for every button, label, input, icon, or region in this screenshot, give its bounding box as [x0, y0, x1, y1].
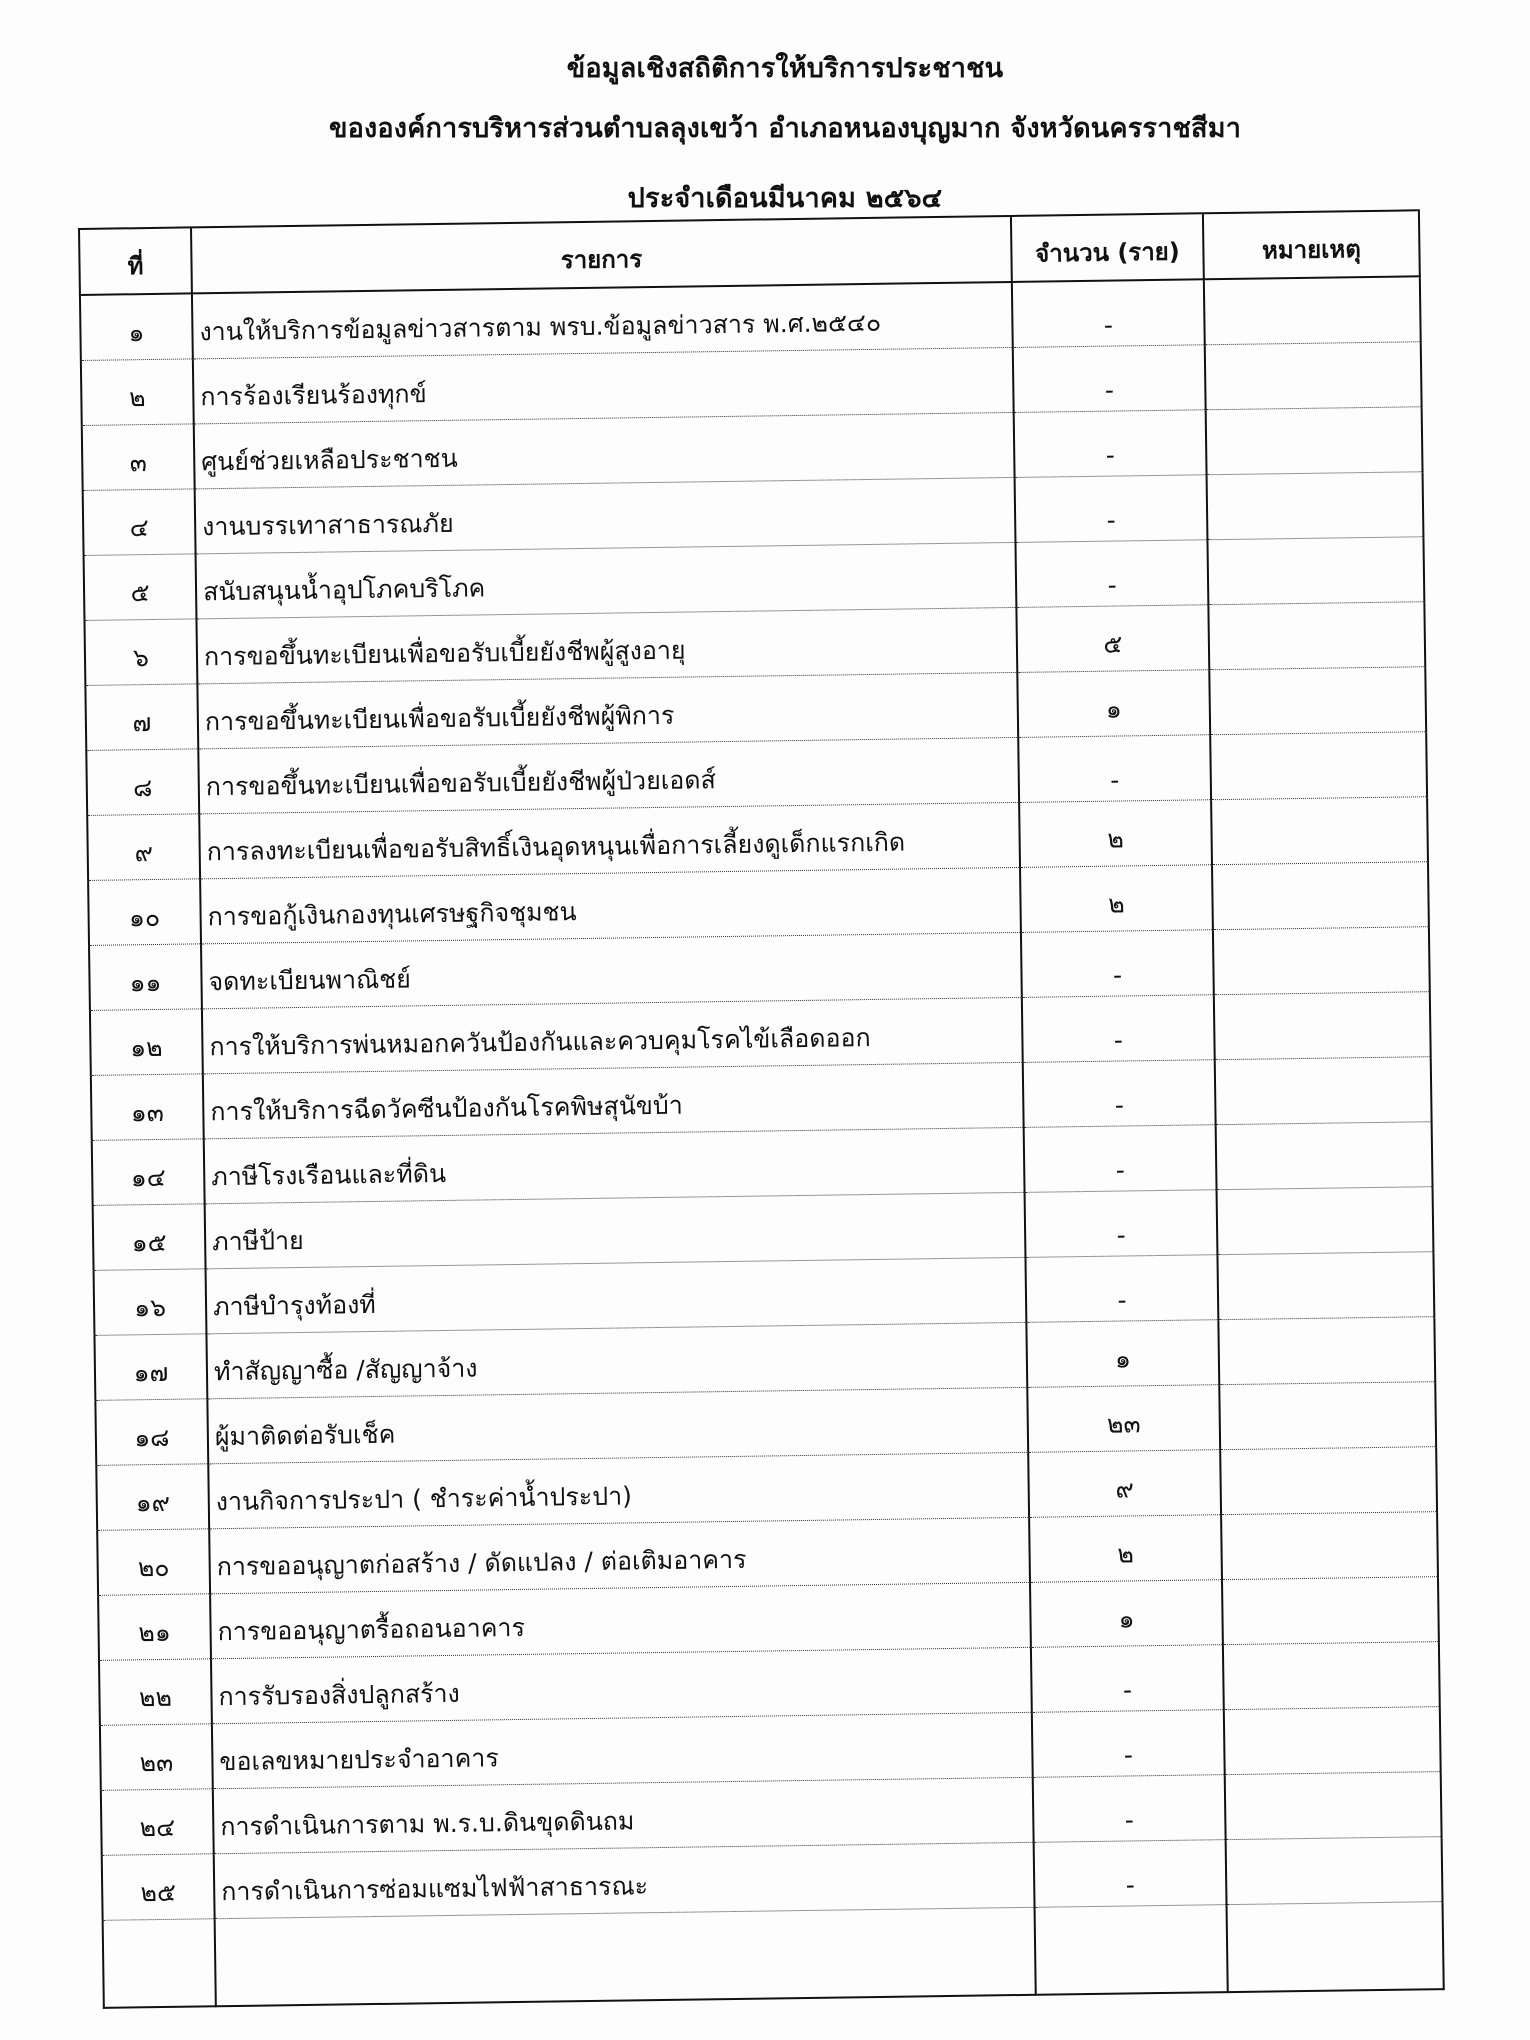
row-note: [1223, 1642, 1440, 1710]
row-item: ภาษีบำรุงท้องที่: [206, 1257, 1027, 1333]
row-item: สนับสนุนน้ำอุปโภคบริโภค: [196, 542, 1017, 618]
organization-line: ขององค์การบริหารส่วนตำบลลุงเขว้า อำเภอหนองบุญมาก จังหวัดนครราชสีมา: [328, 113, 1242, 144]
empty-cell: [1227, 1902, 1444, 1993]
row-item: ศูนย์ช่วยเหลือประชาชน: [194, 412, 1015, 488]
row-number: ๑๙: [96, 1464, 209, 1531]
row-number: ๑๘: [95, 1399, 208, 1466]
row-count: -: [1018, 735, 1211, 803]
row-item: การขออนุญาตรื้อถอนอาคาร: [210, 1582, 1031, 1658]
row-note: [1208, 602, 1425, 670]
row-item: งานบรรเทาสาธารณภัย: [195, 477, 1016, 553]
row-number: ๗: [85, 684, 198, 751]
row-number: ๕: [84, 554, 197, 621]
row-count: ๑: [1017, 670, 1210, 738]
row-note: [1206, 407, 1423, 475]
row-count: -: [1033, 1775, 1226, 1843]
row-count: -: [1032, 1710, 1225, 1778]
row-count: ๕: [1016, 605, 1209, 673]
row-number: ๑๐: [88, 879, 201, 946]
row-note: [1214, 992, 1431, 1060]
row-number: ๑๔: [92, 1139, 205, 1206]
row-item: จดทะเบียนพาณิชย์: [201, 932, 1022, 1008]
row-item: การให้บริการฉีดวัคซีนป้องกันโรคพิษสุนัขบ้า: [203, 1062, 1024, 1138]
row-note: [1226, 1837, 1443, 1905]
row-count: -: [1015, 540, 1208, 608]
row-item: การขอขึ้นทะเบียนเพื่อขอรับเบี้ยยังชีพผู้พิการ: [197, 672, 1018, 748]
row-count: -: [1013, 345, 1206, 413]
row-note: [1219, 1382, 1436, 1450]
row-count: -: [1012, 279, 1205, 347]
row-note: [1221, 1512, 1438, 1580]
row-number: ๑: [80, 293, 193, 360]
row-count: -: [1022, 995, 1215, 1063]
row-number: ๑๖: [94, 1269, 207, 1336]
column-header-item: รายการ: [191, 216, 1012, 293]
row-number: ๒๒: [99, 1659, 212, 1726]
row-count: -: [1023, 1060, 1216, 1128]
row-note: [1220, 1447, 1437, 1515]
row-number: ๒: [81, 359, 194, 426]
row-number: ๒๕: [102, 1854, 215, 1921]
row-note: [1204, 276, 1421, 345]
column-header-number: ที่: [79, 227, 192, 295]
row-item: การขออนุญาตก่อสร้าง / ดัดแปลง / ต่อเติมอาคาร: [209, 1517, 1030, 1593]
row-note: [1218, 1317, 1435, 1385]
row-number: ๓: [82, 424, 195, 491]
row-item: การขอขึ้นทะเบียนเพื่อขอรับเบี้ยยังชีพผู้ป่วยเอดส์: [198, 737, 1019, 813]
row-count: ๒: [1019, 800, 1212, 868]
empty-table-row: [103, 1902, 1444, 2008]
empty-cell: [103, 1919, 216, 2008]
row-note: [1225, 1772, 1442, 1840]
statistics-table: [78, 209, 1445, 2009]
row-number: ๖: [84, 619, 197, 686]
empty-cell: [215, 1907, 1036, 2006]
row-item: ขอเลขหมายประจำอาคาร: [212, 1712, 1033, 1788]
row-item: ภาษีโรงเรือนและที่ดิน: [204, 1127, 1025, 1203]
row-item: การให้บริการพ่นหมอกควันป้องกันและควบคุมโรคไข้เลือดออก: [202, 997, 1023, 1073]
row-number: ๔: [83, 489, 196, 556]
row-note: [1215, 1057, 1432, 1125]
row-count: -: [1034, 1840, 1227, 1908]
row-count: ๒: [1020, 865, 1213, 933]
row-number: ๑๑: [89, 944, 202, 1011]
row-item: การขอกู้เงินกองทุนเศรษฐกิจชุมชน: [200, 867, 1021, 943]
row-item: การรับรองสิ่งปลูกสร้าง: [211, 1647, 1032, 1723]
row-count: -: [1025, 1190, 1218, 1258]
row-note: [1216, 1122, 1433, 1190]
row-number: ๑๗: [94, 1334, 207, 1401]
row-note: [1209, 667, 1426, 735]
row-number: ๑๒: [90, 1009, 203, 1076]
row-count: -: [1024, 1125, 1217, 1193]
row-item: งานกิจการประปา ( ชำระค่าน้ำประปา): [208, 1452, 1029, 1528]
row-number: ๒๓: [100, 1724, 213, 1791]
row-count: -: [1015, 475, 1208, 543]
row-count: ๑: [1030, 1580, 1223, 1648]
row-note: [1217, 1187, 1434, 1255]
column-header-count: จำนวน (ราย): [1011, 213, 1204, 282]
period-line: ประจำเดือนมีนาคม ๒๕๖๔: [627, 183, 943, 214]
row-note: [1207, 472, 1424, 540]
row-item: ภาษีป้าย: [205, 1192, 1026, 1268]
row-note: [1213, 927, 1430, 995]
row-note: [1207, 537, 1424, 605]
row-count: -: [1014, 410, 1207, 478]
row-number: ๑๕: [93, 1204, 206, 1271]
row-note: [1210, 732, 1427, 800]
row-note: [1217, 1252, 1434, 1320]
row-number: ๙: [87, 814, 200, 881]
row-note: [1212, 862, 1429, 930]
row-item: การลงทะเบียนเพื่อขอรับสิทธิ์เงินอุดหนุนเพื่อการเลี้ยงดูเด็กแรกเกิด: [199, 802, 1020, 878]
row-count: ๒: [1029, 1515, 1222, 1583]
empty-cell: [1035, 1905, 1228, 1995]
row-item: การขอขึ้นทะเบียนเพื่อขอรับเบี้ยยังชีพผู้สูงอายุ: [196, 607, 1017, 683]
row-note: [1205, 342, 1422, 410]
row-item: ผู้มาติดต่อรับเช็ค: [207, 1387, 1028, 1463]
column-header-note: หมายเหตุ: [1203, 210, 1420, 279]
row-item: การดำเนินการตาม พ.ร.บ.ดินขุดดินถม: [213, 1777, 1034, 1853]
row-number: ๘: [86, 749, 199, 816]
row-item: การดำเนินการซ่อมแซมไฟฟ้าสาธารณะ: [214, 1842, 1035, 1918]
row-item: งานให้บริการข้อมูลข่าวสารตาม พรบ.ข้อมูลข่าวสาร พ.ศ.๒๕๔๐: [192, 282, 1013, 359]
row-number: ๒๑: [98, 1594, 211, 1661]
row-note: [1222, 1577, 1439, 1645]
row-item: การร้องเรียนร้องทุกข์: [193, 347, 1014, 423]
row-note: [1211, 797, 1428, 865]
row-number: ๑๓: [91, 1074, 204, 1141]
row-item: ทำสัญญาซื้อ /สัญญาจ้าง: [206, 1322, 1027, 1398]
document-title: ข้อมูลเชิงสถิติการให้บริการประชาชน: [566, 53, 1004, 84]
row-count: -: [1031, 1645, 1224, 1713]
row-number: ๒๔: [101, 1789, 214, 1856]
row-number: ๒๐: [97, 1529, 210, 1596]
row-count: ๒๓: [1027, 1385, 1220, 1453]
row-count: ๑: [1026, 1320, 1219, 1388]
row-count: -: [1021, 930, 1214, 998]
row-note: [1224, 1707, 1441, 1775]
row-count: -: [1025, 1255, 1218, 1323]
row-count: ๙: [1028, 1450, 1221, 1518]
